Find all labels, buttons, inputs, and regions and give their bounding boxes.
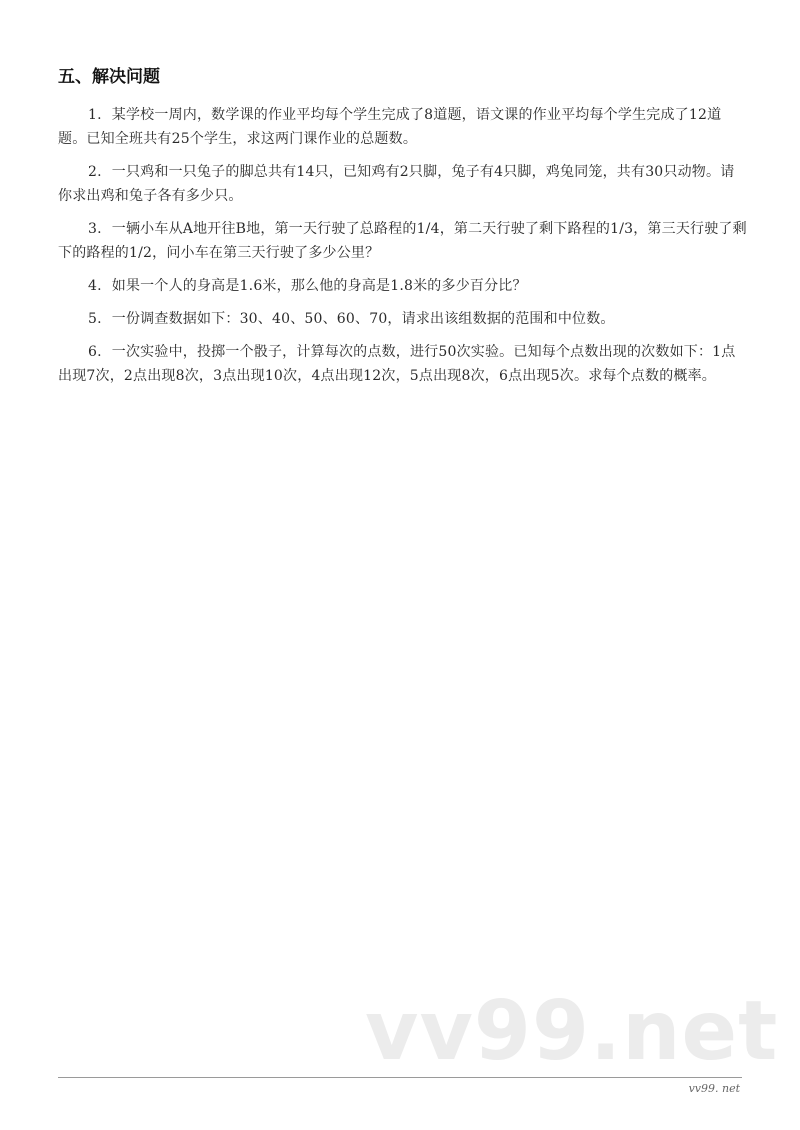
problem-number: 4.	[88, 278, 102, 294]
problem-number: 3.	[88, 221, 102, 237]
problem-text: 一辆小车从A地开往B地，第一天行驶了总路程的1/4，第二天行驶了剩下路程的1/3，第三天行驶了剩下的路程的1/2，问小车在第三天行驶了多少公里？	[58, 221, 747, 261]
problem-text: 如果一个人的身高是1.6米，那么他的身高是1.8米的多少百分比？	[111, 278, 527, 294]
problem-number: 5.	[88, 311, 102, 327]
problem-text: 某学校一周内，数学课的作业平均每个学生完成了8道题，语文课的作业平均每个学生完成了12道题。已知全班共有25个学生，求这两门课作业的总题数。	[58, 107, 722, 147]
footer-divider	[58, 1077, 742, 1078]
problem-text: 一次实验中，投掷一个骰子，计算每次的点数，进行50次实验。已知每个点数出现的次数如下：1点出现7次，2点出现8次，3点出现10次，4点出现12次，5点出现8次，6点出现5次。求每个点数的概率。	[58, 344, 736, 384]
problem-item	[58, 217, 748, 265]
problem-text: 一只鸡和一只兔子的脚总共有14只，已知鸡有2只脚，兔子有4只脚，鸡兔同笼，共有30只动物。请你求出鸡和兔子各有多少只。	[58, 164, 735, 204]
problem-number: 2.	[88, 164, 102, 180]
problem-item	[58, 103, 748, 151]
problem-item	[58, 340, 748, 388]
problem-number: 1.	[88, 107, 102, 123]
watermark: vv99.net	[365, 984, 779, 1079]
footer-site-label: vv99. net	[688, 1082, 740, 1095]
problem-item	[58, 160, 748, 208]
problem-number: 6.	[88, 344, 102, 360]
section-title: 五、解决问题	[58, 67, 160, 87]
problem-item	[58, 274, 748, 298]
problem-text: 一份调查数据如下：30、40、50、60、70，请求出该组数据的范围和中位数。	[111, 311, 615, 327]
problem-list	[58, 103, 748, 397]
problem-item	[58, 307, 748, 331]
